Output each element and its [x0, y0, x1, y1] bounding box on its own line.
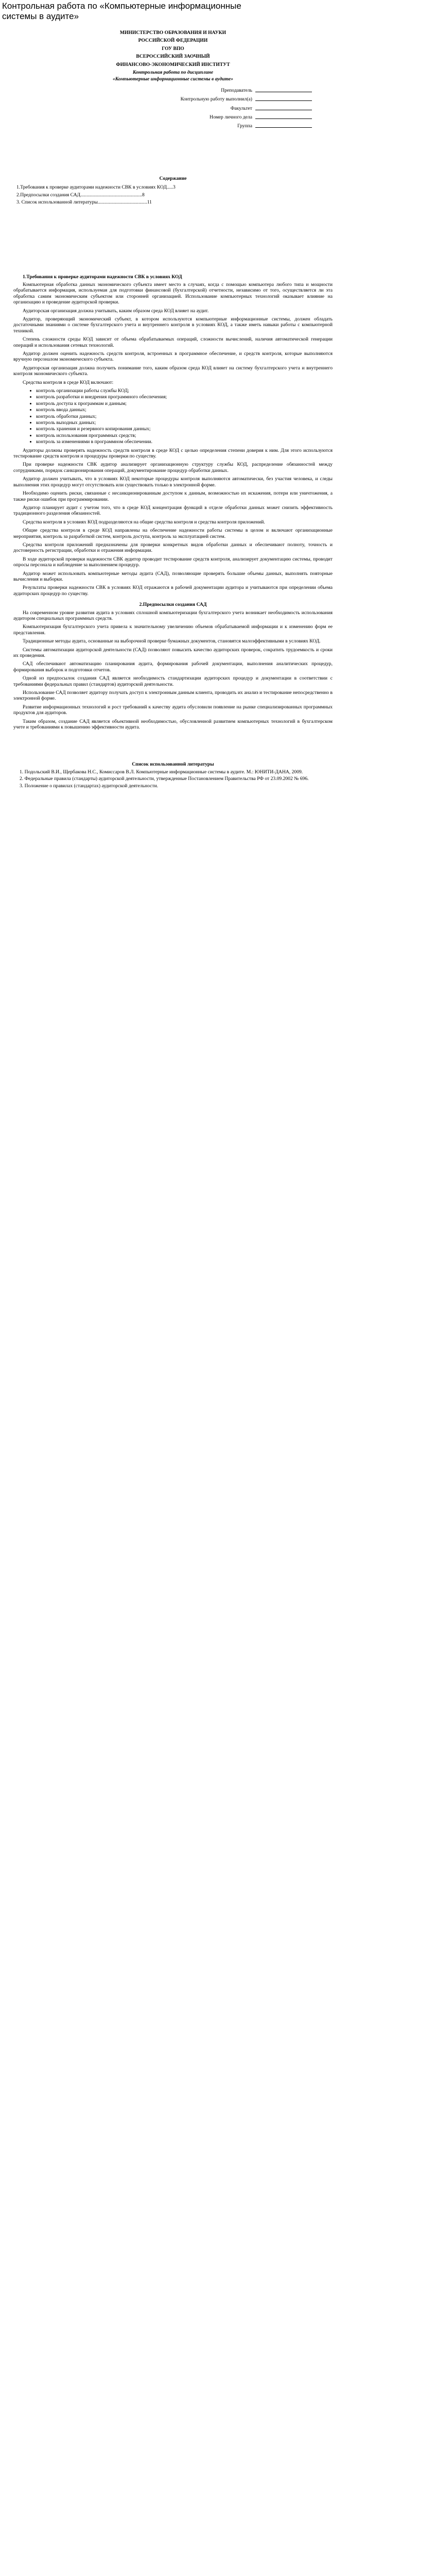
spacer	[13, 207, 333, 274]
title-page-form	[13, 88, 333, 129]
form-underline	[255, 96, 312, 101]
form-line-group	[13, 123, 333, 129]
list-item: • контроль использования программных средств;	[36, 433, 333, 438]
paragraph: Компьютеризация бухгалтерского учета привела к значительному увеличению объемов обрабатываемой информации и к изменению форм ее представления.	[13, 624, 333, 636]
section-2-heading: 2.Предпосылки создания САД	[139, 602, 207, 608]
paragraph: Средства контроля приложений предназначены для проверки конкретных видов обработки данных и обеспечивают полноту, точность и достоверность регистрации, обработки и отражения информации.	[13, 541, 333, 554]
paragraph: Традиционные методы аудита, основанные на выборочной проверке бумажных документов, становятся малоэффективными в условиях КОД.	[23, 638, 321, 645]
paragraph: Аудиторская организация должна учитывать, каким образом среда КОД влияет на аудит.	[23, 308, 209, 314]
toc-title: Содержание	[159, 175, 187, 181]
list-item: • контроль доступа к программам и данным;	[36, 401, 333, 406]
section-2	[13, 602, 333, 730]
form-line-record	[13, 114, 333, 120]
list-item: • контроль обработки данных;	[36, 414, 333, 419]
toc-item: 2.Предпосылки создания САД..................................................8	[16, 192, 145, 198]
form-label: Преподаватель	[221, 87, 252, 93]
list-item: • контроль организации работы службы КОД;	[36, 388, 333, 394]
table-of-contents	[13, 176, 333, 206]
references-title: Список использованной литературы	[132, 761, 214, 767]
paragraph: Результаты проверки надежности СВК в условиях КОД отражаются в рабочей документации аудитора и учитываются при определении объема аудиторских процедур по существу.	[13, 585, 333, 597]
toc-item: 3. Список использованной литературы........................................11	[16, 199, 152, 206]
paragraph: Аудитор должен оценить надежность средств контроля, встроенных в программное обеспечение, и средств контроля, которые выполняются вручную персоналом экономического субъекта.	[13, 350, 333, 363]
institute-line-2: ФИНАНСОВО-ЭКОНОМИЧЕСКИЙ ИНСТИТУТ	[116, 61, 230, 67]
section-1-heading: 1.Требования к проверке аудиторами надежности СВК в условиях КОД	[23, 274, 182, 280]
list-item: • контроль хранения и резервного копирования данных;	[36, 426, 333, 432]
form-underline	[255, 106, 312, 110]
paragraph: Аудитор, проверяющий экономический субъект, в котором используются компьютерные информационные системы, должен обладать достаточными знаниями о системе бухгалтерского учета и внутреннего контроля в условиях КОД, а также иметь навыки работы с компьютерной техникой.	[13, 316, 333, 334]
work-type: Контрольная работа по дисциплине	[132, 70, 214, 76]
references-list	[13, 769, 333, 789]
form-underline	[255, 88, 312, 92]
institute-line-1: ВСЕРОССИЙСКИЙ ЗАОЧНЫЙ	[136, 54, 210, 60]
gou-line: ГОУ ВПО	[162, 45, 184, 52]
form-line-author	[13, 96, 333, 102]
paragraph: Таким образом, создание САД является объективной необходимостью, обусловленной развитием компьютерных технологий в бухгалтерском учете и требованиями к повышению эффективности аудита.	[13, 718, 333, 731]
list-intro: Средства контроля в среде КОД включают:	[23, 379, 114, 385]
title-page-header	[13, 30, 333, 82]
paragraph: На современном уровне развития аудита в условиях сплошной компьютеризации бухгалтерского учета возникает необходимость использования аудитором специальных программных средств.	[13, 609, 333, 621]
reference-item: 2. Федеральные правила (стандарты) аудиторской деятельности, утвержденные Постановлением Правительства РФ от 23.09.2002 № 696.	[20, 776, 309, 782]
form-underline	[255, 114, 312, 119]
section-1-paragraphs-a	[13, 282, 333, 377]
list-item: • контроль ввода данных;	[36, 407, 333, 413]
form-label: Номер личного дела	[210, 114, 252, 121]
section-1	[13, 274, 333, 597]
paragraph: Средства контроля в условиях КОД подразделяются на общие средства контроля и средства контроля приложений.	[23, 519, 265, 525]
paragraph: Аудитор может использовать компьютерные методы аудита (САД), позволяющие проверять большие объемы данных, выполнять повторные вычисления и выборки.	[13, 570, 333, 582]
form-label: Контрольную работу выполнил(а)	[180, 96, 252, 103]
toc-item: 1.Требования к проверке аудиторами надежности СВК в условиях КОД.....3	[16, 184, 176, 191]
paragraph: Аудиторы должны проверять надежность средств контроля в среде КОД с целью определения степени доверия к ним. Для этого используются тестирование средств контроля и процедуры проверки по существу.	[13, 447, 333, 460]
document-body	[13, 30, 333, 790]
controls-list	[13, 388, 333, 445]
paragraph: Компьютерная обработка данных экономического субъекта имеет место в случаях, когда с помощью компьютера любого типа и мощности обрабатывается информация, используемая для подготовки финансовой (бухгалтерской) отчетности, независимо от того, осуществляется ли эта обработка самим экономическим субъектом или сторонней организацией. Использование компьютерных технологий оказывает влияние на организацию и проведение аудиторской проверки.	[13, 281, 333, 306]
paragraph: Необходимо оценить риски, связанные с несанкционированным доступом к данным, возможностью их искажения, потери или уничтожения, а также риски ошибок при программировании.	[13, 490, 333, 502]
paragraph: Аудитор планирует аудит с учетом того, что в среде КОД концентрация функций в отделе обработки данных может снизить эффективность традиционного разделения обязанностей.	[13, 504, 333, 517]
form-label: Группа	[237, 123, 252, 129]
list-item: • контроль разработки и внедрения программного обеспечения;	[36, 394, 333, 400]
federation-line: РОССИЙСКОЙ ФЕДЕРАЦИИ	[138, 38, 208, 44]
ministry-line: МИНИСТЕРСТВО ОБРАЗОВАНИЯ И НАУКИ	[119, 30, 226, 36]
list-item: • контроль за изменениями в программном обеспечении.	[36, 439, 333, 445]
paragraph: Аудиторская организация должна получить понимание того, каким образом среда КОД влияет на систему бухгалтерского учета и внутреннего контроля экономического субъекта.	[13, 365, 333, 377]
page-title: Контрольная работа по «Компьютерные информационные системы в аудите»	[2, 1, 241, 21]
section-1-paragraphs-b	[13, 448, 333, 597]
paragraph: Степень сложности среды КОД зависит от объема обрабатываемых операций, сложности вычислений, наличия автоматической генерации операций и использования сетевых технологий.	[13, 336, 333, 348]
form-line-faculty	[13, 106, 333, 111]
paragraph: Одной из предпосылок создания САД является необходимость стандартизации аудиторских процедур и документации в соответствии с требованиями федеральных правил (стандартов) аудиторской деятельности.	[13, 675, 333, 687]
reference-item: 3. Положение о правилах (стандартах) аудиторской деятельности.	[20, 783, 159, 789]
paragraph: Аудитор должен учитывать, что в условиях КОД некоторые процедуры контроля выполняются автоматически, без участия человека, и следы выполнения этих процедур могут отсутствовать или существовать только в электронной форме.	[13, 476, 333, 488]
references	[13, 761, 333, 789]
paragraph: Использование САД позволяет аудитору получать доступ к электронным данным клиента, проводить их анализ и тестирование непосредственно в электронной форме.	[13, 690, 333, 702]
paragraph: В ходе аудиторской проверки надежности СВК аудитор проводит тестирование средств контроля, анализирует документацию системы, проводит опросы персонала и наблюдение за выполнением процедур.	[13, 556, 333, 568]
discipline-name: «Компьютерные информационные системы в аудите»	[112, 76, 234, 82]
section-2-paragraphs	[13, 610, 333, 731]
paragraph: Общие средства контроля в среде КОД направлены на обеспечение надежности работы системы в целом и включают организационные мероприятия, контроль за разработкой систем, контроль доступа, контроль за эксплуатацией систем.	[13, 528, 333, 539]
form-label: Факультет	[230, 105, 252, 111]
paragraph: При проверке надежности СВК аудитор анализирует организационную структуру службы КОД, распределение обязанностей между сотрудниками, порядок санкционирования операций, документирование процедур обработки данных.	[13, 462, 333, 473]
list-item: • контроль выходных данных;	[36, 420, 333, 426]
paragraph: Системы автоматизации аудиторской деятельности (САД) позволяют повысить качество аудиторских проверок, сократить трудоемкость и сроки их проведения.	[13, 647, 333, 659]
spacer	[13, 129, 333, 176]
form-underline	[255, 123, 312, 128]
paragraph: САД обеспечивают автоматизацию планирования аудита, формирования рабочей документации, выполнения аналитических процедур, формирования выборок и подготовки отчетов.	[13, 661, 333, 673]
form-line-teacher	[13, 88, 333, 93]
reference-item: 1. Подольский В.И., Щербакова Н.С., Комиссаров В.Л. Компьютерные информационные системы в аудите. М.: ЮНИТИ-ДАНА, 2009.	[20, 769, 303, 775]
paragraph: Развитие информационных технологий и рост требований к качеству аудита обусловили появление на рынке специализированных программных продуктов для аудиторов.	[13, 704, 333, 716]
